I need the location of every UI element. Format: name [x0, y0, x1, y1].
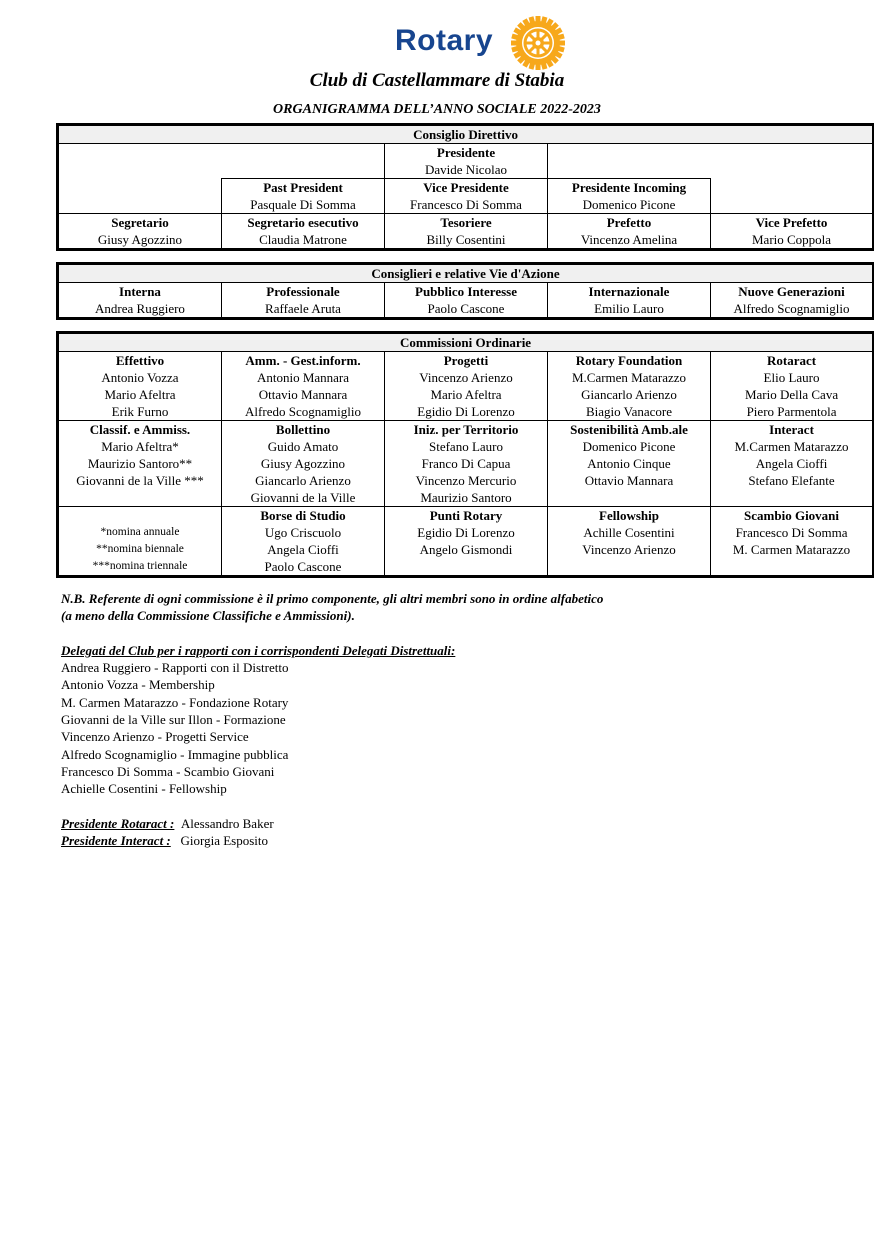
segretario-cell: Segretario Giusy Agozzino	[59, 214, 222, 249]
consigliere-nuove-generazioni-cell: Nuove Generazioni Alfredo Scognamiglio	[711, 283, 873, 318]
commissione-effettivo-cell: Effettivo Antonio Vozza Mario Afeltra Erik Furno	[59, 352, 222, 421]
delegato-item: Giovanni de la Ville sur Illon - Formazione	[61, 712, 286, 728]
nomina-legend-cell: *nomina annuale **nomina biennale ***nomina triennale	[59, 507, 222, 576]
consiglieri-table	[58, 264, 873, 318]
commissione-scambio-giovani-cell: Scambio Giovani Francesco Di Somma M. Carmen Matarazzo	[711, 507, 873, 576]
segretario-esecutivo-cell: Segretario esecutivo Claudia Matrone	[222, 214, 385, 249]
delegato-item: Antonio Vozza - Membership	[61, 677, 215, 693]
notes-section	[61, 590, 603, 849]
tesoriere-cell: Tesoriere Billy Cosentini	[385, 214, 548, 249]
document-title: ORGANIGRAMMA DELL’ANNO SOCIALE 2022-2023	[273, 102, 601, 117]
commissione-rotary-foundation-cell: Rotary Foundation M.Carmen Matarazzo Giancarlo Arienzo Biagio Vanacore	[548, 352, 711, 421]
commissioni-table	[58, 333, 873, 576]
presidente-rotaract-name: Alessandro Baker	[180, 815, 274, 831]
consigliere-interna-cell: Interna Andrea Ruggiero	[59, 283, 222, 318]
commissione-sostenibilita-cell: Sostenibilità Amb.ale Domenico Picone Antonio Cinque Ottavio Mannara	[548, 421, 711, 507]
delegato-item: Andrea Ruggiero - Rapporti con il Distretto	[61, 660, 289, 676]
commissione-bollettino-cell: Bollettino Guido Amato Giusy Agozzino Giancarlo Arienzo Giovanni de la Ville	[222, 421, 385, 507]
commissione-progetti-cell: Progetti Vincenzo Arienzo Mario Afeltra Egidio Di Lorenzo	[385, 352, 548, 421]
rotary-logo	[395, 14, 585, 72]
delegato-item: Francesco Di Somma - Scambio Giovani	[61, 763, 275, 779]
club-title: Club di Castellammare di Stabia	[309, 70, 565, 91]
commissione-fellowship-cell: Fellowship Achille Cosentini Vincenzo Arienzo	[548, 507, 711, 576]
rotary-wheel-icon	[509, 14, 567, 72]
consiglio-title: Consiglio Direttivo	[59, 126, 873, 144]
commissione-rotaract-cell: Rotaract Elio Lauro Mario Della Cava Piero Parmentola	[711, 352, 873, 421]
delegato-item: Achielle Cosentini - Fellowship	[61, 781, 227, 797]
consigliere-pubblico-interesse-cell: Pubblico Interesse Paolo Cascone	[385, 283, 548, 318]
consigliere-professionale-cell: Professionale Raffaele Aruta	[222, 283, 385, 318]
vice-prefetto-cell: Vice Prefetto Mario Coppola	[711, 214, 873, 249]
prefetto-cell: Prefetto Vincenzo Amelina	[548, 214, 711, 249]
presidente-rotaract-label: Presidente Rotaract :	[61, 815, 175, 831]
presidente-rotaract-line	[61, 815, 603, 832]
delegati-title: Delegati del Club per i rapporti con i corrispondenti Delegati Distrettuali:	[61, 642, 456, 658]
nb-note-line2: (a meno della Commissione Classifiche e Ammissioni).	[61, 608, 355, 624]
presidente-interact-label: Presidente Interact :	[61, 833, 171, 849]
presidente-interact-name: Giorgia Esposito	[180, 833, 269, 849]
presidente-incoming-cell: Presidente Incoming Domenico Picone	[548, 179, 711, 214]
delegato-item: Vincenzo Arienzo - Progetti Service	[61, 729, 249, 745]
presidente-interact-line	[61, 832, 603, 849]
commissione-territorio-cell: Iniz. per Territorio Stefano Lauro Franco Di Capua Vincenzo Mercurio Maurizio Santoro	[385, 421, 548, 507]
consigliere-internazionale-cell: Internazionale Emilio Lauro	[548, 283, 711, 318]
past-president-cell: Past President Pasquale Di Somma	[222, 179, 385, 214]
logo-wordmark: Rotary	[395, 24, 494, 57]
commissioni-title: Commissioni Ordinarie	[59, 334, 873, 352]
vice-presidente-cell: Vice Presidente Francesco Di Somma	[385, 179, 548, 214]
commissione-interact-cell: Interact M.Carmen Matarazzo Angela Cioffi Stefano Elefante	[711, 421, 873, 507]
commissione-borse-studio-cell: Borse di Studio Ugo Criscuolo Angela Cioffi Paolo Cascone	[222, 507, 385, 576]
commissione-amm-cell: Amm. - Gest.inform. Antonio Mannara Ottavio Mannara Alfredo Scognamiglio	[222, 352, 385, 421]
commissione-classif-cell: Classif. e Ammiss. Mario Afeltra* Maurizio Santoro** Giovanni de la Ville ***	[59, 421, 222, 507]
presidente-cell: Presidente Davide Nicolao	[385, 144, 548, 179]
nb-note-line1: N.B. Referente di ogni commissione è il primo componente, gli altri membri sono in ordine alfabetico	[61, 591, 604, 606]
consiglieri-title: Consiglieri e relative Vie d'Azione	[59, 265, 873, 283]
consiglio-direttivo-table	[58, 125, 873, 249]
delegato-item: M. Carmen Matarazzo - Fondazione Rotary	[61, 694, 289, 710]
delegato-item: Alfredo Scognamiglio - Immagine pubblica	[61, 746, 289, 762]
commissione-punti-rotary-cell: Punti Rotary Egidio Di Lorenzo Angelo Gismondi	[385, 507, 548, 576]
